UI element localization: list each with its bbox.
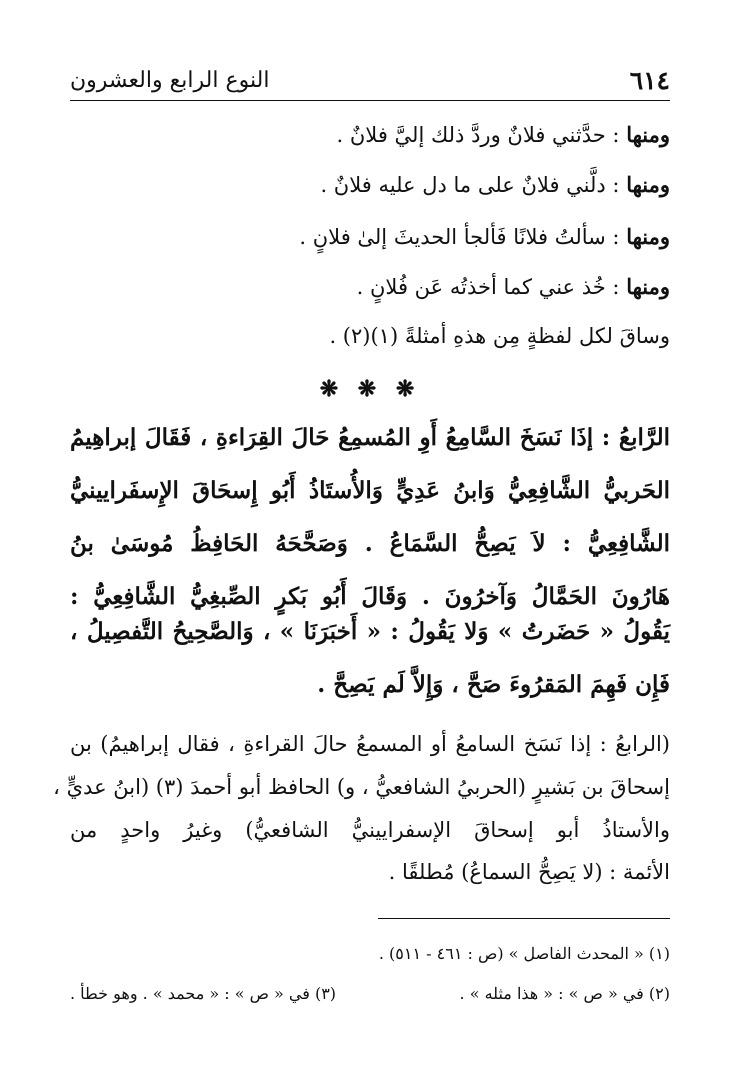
main-text-line: الحَربيُّ الشَّافِعِيُّ وَابنُ عَدِيٍّ وَالأُستَاذُ أَبُو إِسحَاقَ الإِسفَرايينيُّ <box>70 477 670 504</box>
footnote-1: (١) « المحدث الفاصل » (ص : ٤٦١ - ٥١١) . <box>378 944 670 963</box>
commentary-line: (الرابعُ : إذا نَسَخ السامعُ أو المسمعُ حالَ القراءةِ ، فقال إبراهيمُ) بن <box>70 732 670 756</box>
footnote-3: (٣) في « ص » : « محمد » . وهو خطأ . <box>70 984 337 1003</box>
main-text-line: يَقُولُ « حَضَرتُ » وَلا يَقُولُ : « أَخبَرَنَا » ، وَالصَّحِيحُ التَّفصِيلُ ، <box>70 618 670 645</box>
commentary-line: إسحاقَ بن بَشيرٍ (الحربيُ الشافعيُّ ، و) الحافظ أبو أحمدَ (٣) (ابنُ عديٍّ ، <box>53 775 670 799</box>
intro-line-1: ومنها : حدَّثني فلانٌ وردَّ ذلك إليَّ فلانٌ . <box>336 122 670 147</box>
footnote-divider <box>378 918 670 919</box>
main-text-line: الرَّابعُ : إذَا نَسَخَ السَّامِعُ أَوِ المُسمِعُ حَالَ القِرَاءةِ ، فَقَالَ إبراهِيمُ <box>70 424 670 451</box>
page-header <box>70 62 670 98</box>
main-text-line: هَارُونَ الحَمَّالُ وَآخرُونَ . وَقَالَ أَبُو بَكرٍ الصِّبغِيُّ الشَّافِعِيُّ : <box>70 583 670 610</box>
commentary-line: الأئمة : (لا يَصِحُّ السماعُ) مُطلقًا . <box>388 860 670 884</box>
section-separator: ❋ ❋ ❋ <box>319 376 421 402</box>
header-divider <box>70 100 670 101</box>
intro-line-3: ومنها : سألتُ فلانًا فَألجأ الحديثَ إلىٰ فلانٍ . <box>299 224 670 249</box>
footnote-2: (٢) في « ص » : « هذا مثله » . <box>459 984 670 1003</box>
main-text-line: الشَّافِعِيُّ : لاَ يَصِحُّ السَّمَاعُ . وَصَحَّحَهُ الحَافِظُ مُوسَىٰ بنُ <box>70 530 670 557</box>
intro-line-4: ومنها : خُذ عني كما أخذتُه عَن فُلانٍ . <box>356 274 670 299</box>
running-title: النوع الرابع والعشرون <box>70 67 270 93</box>
closing-line: وساقَ لكل لفظةٍ مِن هذهِ أمثلةً (١)(٢) . <box>329 324 670 348</box>
intro-line-2: ومنها : دلَّني فلانٌ على ما دل عليه فلانٌ . <box>320 172 670 197</box>
page-number: ٦١٤ <box>629 65 670 95</box>
commentary-line: والأستاذُ أبو إسحاقَ الإسفرايينيُّ الشافعيُّ) وغيرُ واحدٍ من <box>70 818 670 842</box>
main-text-line: فَإِن فَهِمَ المَقرُوءَ صَحَّ ، وَإِلاَّ لَم يَصِحَّ . <box>317 671 670 698</box>
footnote-row <box>70 984 670 1003</box>
